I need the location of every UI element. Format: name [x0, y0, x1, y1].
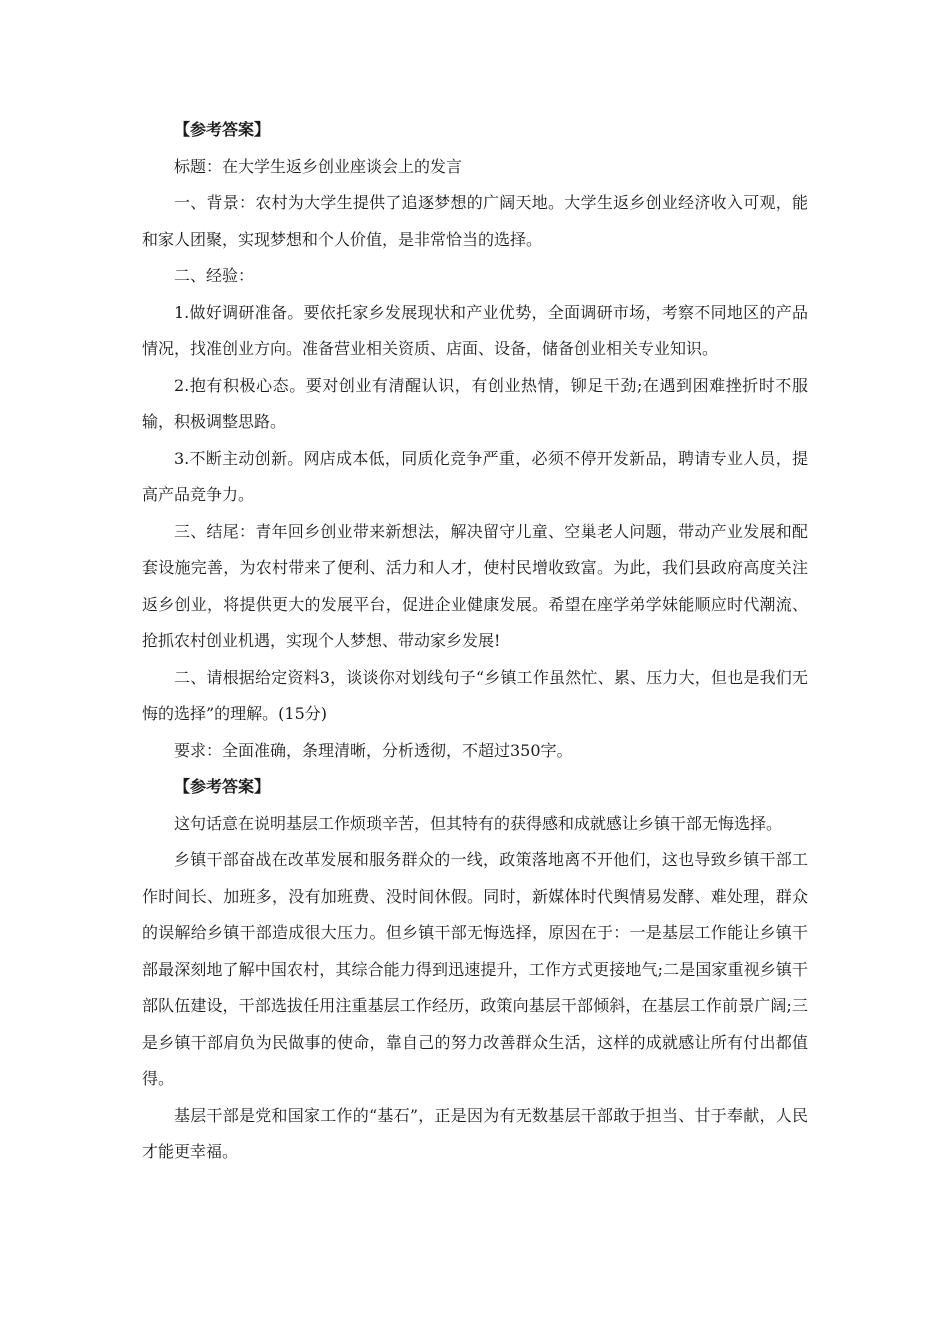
- paragraph-answer-analysis: 乡镇干部奋战在改革发展和服务群众的一线，政策落地离不开他们，这也导致乡镇干部工作时间长、加班多，没有加班费、没时间休假。同时，新媒体时代舆情易发酵、难处理，群众的误解给乡镇干部造成很大压力。但乡镇干部无悔选择，原因在于：一是基层工作能让乡镇干部最深刻地了解中国农村，其综合能力得到迅速提升，工作方式更接地气;二是国家重视乡镇干部队伍建设，干部选拔任用注重基层工作经历，政策向基层干部倾斜，在基层工作前景广阔;三是乡镇干部肩负为民做事的使命，靠自己的努力改善群众生活，这样的成就感让所有付出都值得。: [142, 850, 808, 1088]
- paragraph-title: 标题：在大学生返乡创业座谈会上的发言: [174, 156, 463, 176]
- paragraph-experience-3: 3.不断主动创新。网店成本低，同质化竞争严重，必须不停开发新品，聘请专业人员，提高产品竞争力。: [142, 448, 808, 504]
- paragraph-answer-summary: 这句话意在说明基层工作烦琐辛苦，但其特有的获得感和成就感让乡镇干部无悔选择。: [174, 813, 783, 833]
- paragraph-experience-heading: 二、经验：: [174, 266, 255, 285]
- paragraph-question: 二、请根据给定资料3，谈谈你对划线句子“乡镇工作虽然忙、累、压力大，但也是我们无悔的选择”的理解。(15分): [142, 667, 808, 723]
- section-heading-answer: 【参考答案】: [174, 120, 271, 139]
- paragraph-experience-2: 2.抱有积极心态。要对创业有清醒认识，有创业热情，铆足干劲;在遇到困难挫折时不服输，积极调整思路。: [142, 375, 808, 431]
- section-heading-answer-2: 【参考答案】: [174, 777, 271, 796]
- paragraph-conclusion: 三、结尾：青年回乡创业带来新想法，解决留守儿童、空巢老人问题，带动产业发展和配套设施完善，为农村带来了便利、活力和人才，使村民增收致富。为此，我们县政府高度关注返乡创业，将提供更大的发展平台，促进企业健康发展。希望在座学弟学妹能顺应时代潮流、抢抓农村创业机遇，实现个人梦想、带动家乡发展!: [142, 521, 808, 650]
- paragraph-requirement: 要求：全面准确，条理清晰，分析透彻，不超过350字。: [174, 740, 573, 760]
- paragraph-answer-closing: 基层干部是党和国家工作的“基石”，正是因为有无数基层干部敢于担当、甘于奉献，人民才能更幸福。: [142, 1105, 808, 1161]
- paragraph-background: 一、背景：农村为大学生提供了追逐梦想的广阔天地。大学生返乡创业经济收入可观，能和家人团聚，实现梦想和个人价值，是非常恰当的选择。: [142, 193, 808, 249]
- paragraph-experience-1: 1.做好调研准备。要依托家乡发展现状和产业优势，全面调研市场，考察不同地区的产品情况，找准创业方向。准备营业相关资质、店面、设备，储备创业相关专业知识。: [142, 302, 808, 358]
